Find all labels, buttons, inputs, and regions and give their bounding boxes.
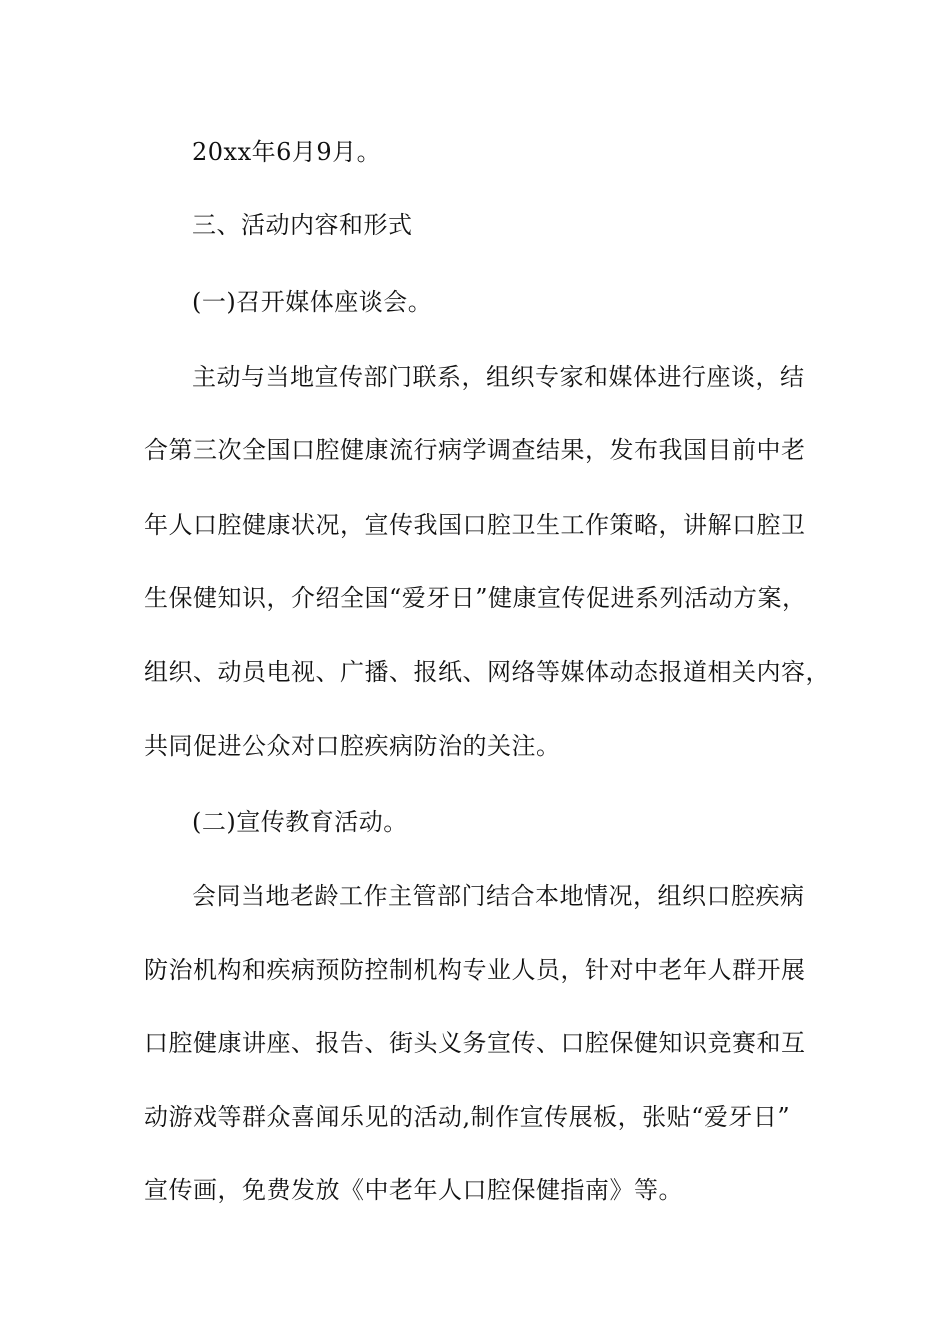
date-line: 20xx年6月9月。 [192, 138, 382, 166]
paragraph-line: 合第三次全国口腔健康流行病学调查结果，发布我国目前中老 [144, 436, 806, 464]
paragraph-line: 组织、动员电视、广播、报纸、网络等媒体动态报道相关内容， [144, 658, 830, 686]
paragraph-line: 共同促进公众对口腔疾病防治的关注。 [144, 732, 561, 760]
paragraph-line: 口腔健康讲座、报告、街头义务宣传、口腔保健知识竞赛和互 [144, 1029, 806, 1057]
paragraph-line: 主动与当地宣传部门联系，组织专家和媒体进行座谈，结 [192, 363, 805, 391]
paragraph-line: 年人口腔健康状况，宣传我国口腔卫生工作策略，讲解口腔卫 [144, 511, 806, 539]
paragraph-line: 防治机构和疾病预防控制机构专业人员，针对中老年人群开展 [144, 956, 806, 984]
paragraph-line: 动游戏等群众喜闻乐见的活动,制作宣传展板，张贴“爱牙日” [144, 1103, 791, 1131]
subsection-heading: (一)召开媒体座谈会。 [192, 288, 433, 316]
subsection-heading: (二)宣传教育活动。 [192, 808, 408, 836]
paragraph-line: 会同当地老龄工作主管部门结合本地情况，组织口腔疾病 [192, 882, 805, 910]
section-heading: 三、活动内容和形式 [192, 211, 413, 239]
paragraph-line: 宣传画，免费发放《中老年人口腔保健指南》等。 [144, 1176, 683, 1204]
paragraph-line: 生保健知识，介绍全国“爱牙日”健康宣传促进系列活动方案， [144, 584, 807, 612]
